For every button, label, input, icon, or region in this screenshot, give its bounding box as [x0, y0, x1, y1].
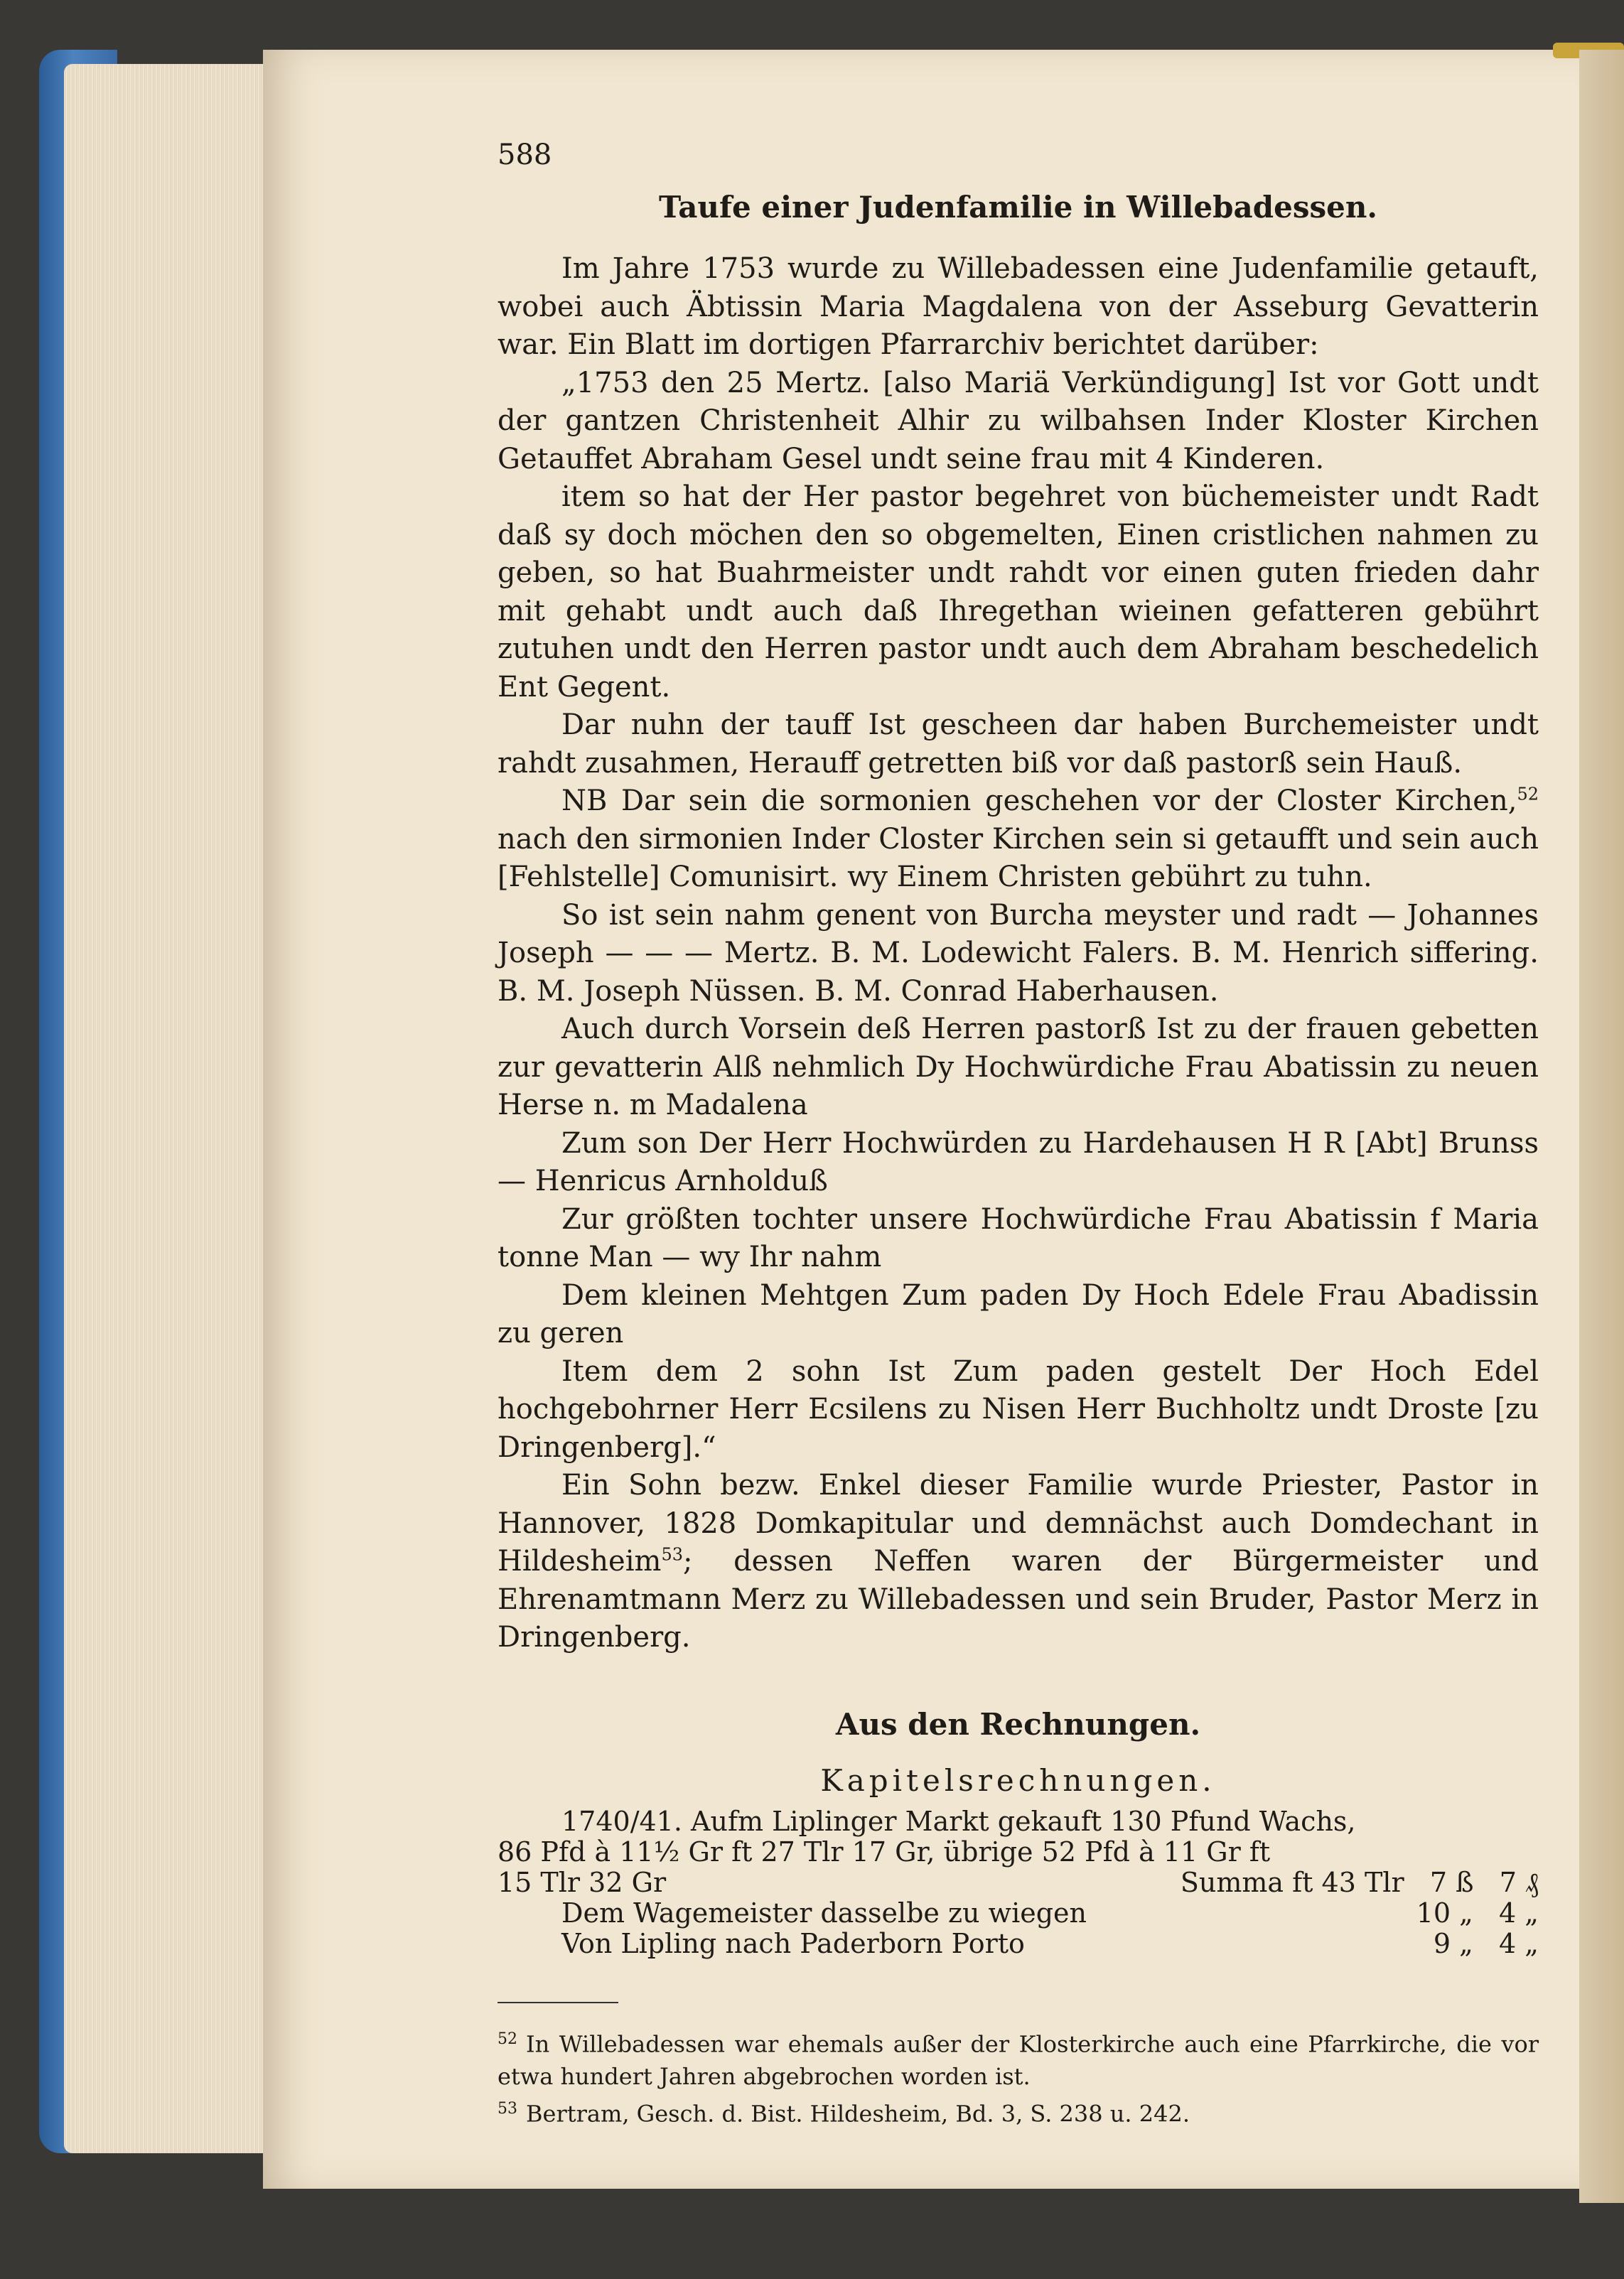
- paragraph-text: ; dessen Neffen waren der Bürgermeister und Ehrenamtmann Merz zu Willebadessen und sein Bruder, Pastor Merz in Dringenberg.: [498, 1545, 1539, 1654]
- account-line: 1740/41. Aufm Liplinger Markt gekauft 130 Pfund Wachs,: [561, 1805, 1356, 1837]
- footnote-mark: 53: [498, 2100, 517, 2118]
- footnote: [498, 2023, 1539, 2094]
- paragraph: Dar nuhn der tauff Ist gescheen dar haben Burchemeister undt rahdt zusahmen, Herauff getretten biß vor daß pastorß sein Hauß.: [498, 709, 1539, 780]
- paragraph: Zur größten tochter unsere Hochwürdiche Frau Abatissin f Maria tonne Man — wy Ihr nahm: [498, 1202, 1539, 1273]
- paragraph: [498, 1467, 1539, 1657]
- paragraph: Item dem 2 sohn Ist Zum paden gestelt Der Hoch Edel hochgebohrner Herr Ecsilens zu Nisen Herr Buchholtz undt Droste [zu Dringenberg].“: [498, 1354, 1539, 1464]
- paragraph-text: nach den sirmonien Inder Closter Kirchen sein si getaufft und sein auch [Fehlstelle] Comunisirt. wy Einem Christen gebührt zu tuhn.: [498, 822, 1539, 893]
- paragraph-text: Ein Sohn bezw. Enkel dieser Familie wurde Priester, Pastor in Hannover, 1828 Domkapitular und demnächst auch Domdechant in Hildesheim: [498, 1469, 1539, 1578]
- footnote-text: Bertram, Gesch. d. Bist. Hildesheim, Bd. 3, S. 238 u. 242.: [526, 2100, 1190, 2128]
- account-amount: 9 „ 4 „: [1433, 1927, 1539, 1959]
- account-row: [498, 1929, 1539, 1959]
- next-page-edge: [1579, 50, 1624, 2203]
- paragraph-text: NB Dar sein die sormonien geschehen vor der Closter Kirchen,: [561, 785, 1517, 817]
- page-block-edges: [64, 64, 270, 2153]
- paragraph: [498, 782, 1539, 897]
- footnote-ref: 52: [1517, 784, 1539, 804]
- paragraph: So ist sein nahm genent von Burcha meyster und radt — Johannes Joseph — — — Mertz. B. M. Lodewicht Falers. B. M. Henrich siffering. B. M. Joseph Nüssen. B. M. Conrad Haberhausen.: [498, 898, 1539, 1008]
- account-row: [498, 1868, 1539, 1898]
- account-amount: 10 „ 4 „: [1416, 1897, 1539, 1929]
- account-row: [498, 1898, 1539, 1929]
- paragraph: Dem kleinen Mehtgen Zum paden Dy Hoch Edele Frau Abadissin zu geren: [498, 1278, 1539, 1349]
- account-amount: Summa ft 43 Tlr 7 ß 7 ₰: [1180, 1866, 1539, 1898]
- footnote-text: In Willebadessen war ehemals außer der Klosterkirche auch eine Pfarrkirche, die vor etwa hundert Jahren abgebrochen worden ist.: [498, 2030, 1539, 2091]
- section-title: Taufe einer Judenfamilie in Willebadessen.: [658, 190, 1377, 225]
- paragraph: Auch durch Vorsein deß Herren pastorß Ist zu der frauen gebetten zur gevatterin Alß nehmlich Dy Hochwürdiche Frau Abatissin zu neuen Herse n. m Madalena: [498, 1013, 1539, 1121]
- account-line: 86 Pfd à 11½ Gr ft 27 Tlr 17 Gr, übrige 52 Pfd à 11 Gr ft: [498, 1836, 1271, 1868]
- paragraph: Zum son Der Herr Hochwürden zu Hardehausen H R [Abt] Brunss — Henricus Arnholduß: [498, 1126, 1539, 1197]
- paragraph: item so hat der Her pastor begehret von büchemeister undt Radt daß sy doch möchen den so obgemelten, Einen cristlichen nahmen zu geben, so hat Buahrmeister undt rahdt vor einen guten frieden dahr mit gehabt undt auch daß Ihregethan wieinen gefatteren gebührt zutuhen undt den Herren pastor undt auch dem Abraham beschedelich Ent Gegent.: [498, 480, 1539, 704]
- account-table: [498, 1806, 1539, 1959]
- account-label: 15 Tlr 32 Gr: [498, 1866, 667, 1898]
- paragraph: Im Jahre 1753 wurde zu Willebadessen eine Judenfamilie getauft, wobei auch Äbtissin Maria Magdalena von der Asseburg Gevatterin war. Ein Blatt im dortigen Pfarrarchiv berichtet darüber:: [498, 252, 1539, 361]
- subsection-subtitle: Kapitelsrechnungen.: [820, 1762, 1216, 1798]
- subsection-title: Aus den Rechnungen.: [835, 1706, 1201, 1742]
- footnote-ref: 53: [661, 1544, 683, 1565]
- footnote-divider: [498, 2002, 618, 2003]
- footnote-mark: 52: [498, 2030, 517, 2048]
- account-label: Dem Wagemeister dasselbe zu wiegen: [561, 1897, 1087, 1929]
- account-label: Von Lipling nach Paderborn Porto: [561, 1927, 1025, 1959]
- paragraph: „1753 den 25 Mertz. [also Mariä Verkündigung] Ist vor Gott undt der gantzen Christenheit Alhir zu wilbahsen Inder Kloster Kirchen Getauffet Abraham Gesel undt seine frau mit 4 Kinderen.: [498, 366, 1539, 475]
- page-number: 588: [498, 139, 552, 171]
- page-content: [498, 139, 1539, 2130]
- footnote: [498, 2093, 1539, 2130]
